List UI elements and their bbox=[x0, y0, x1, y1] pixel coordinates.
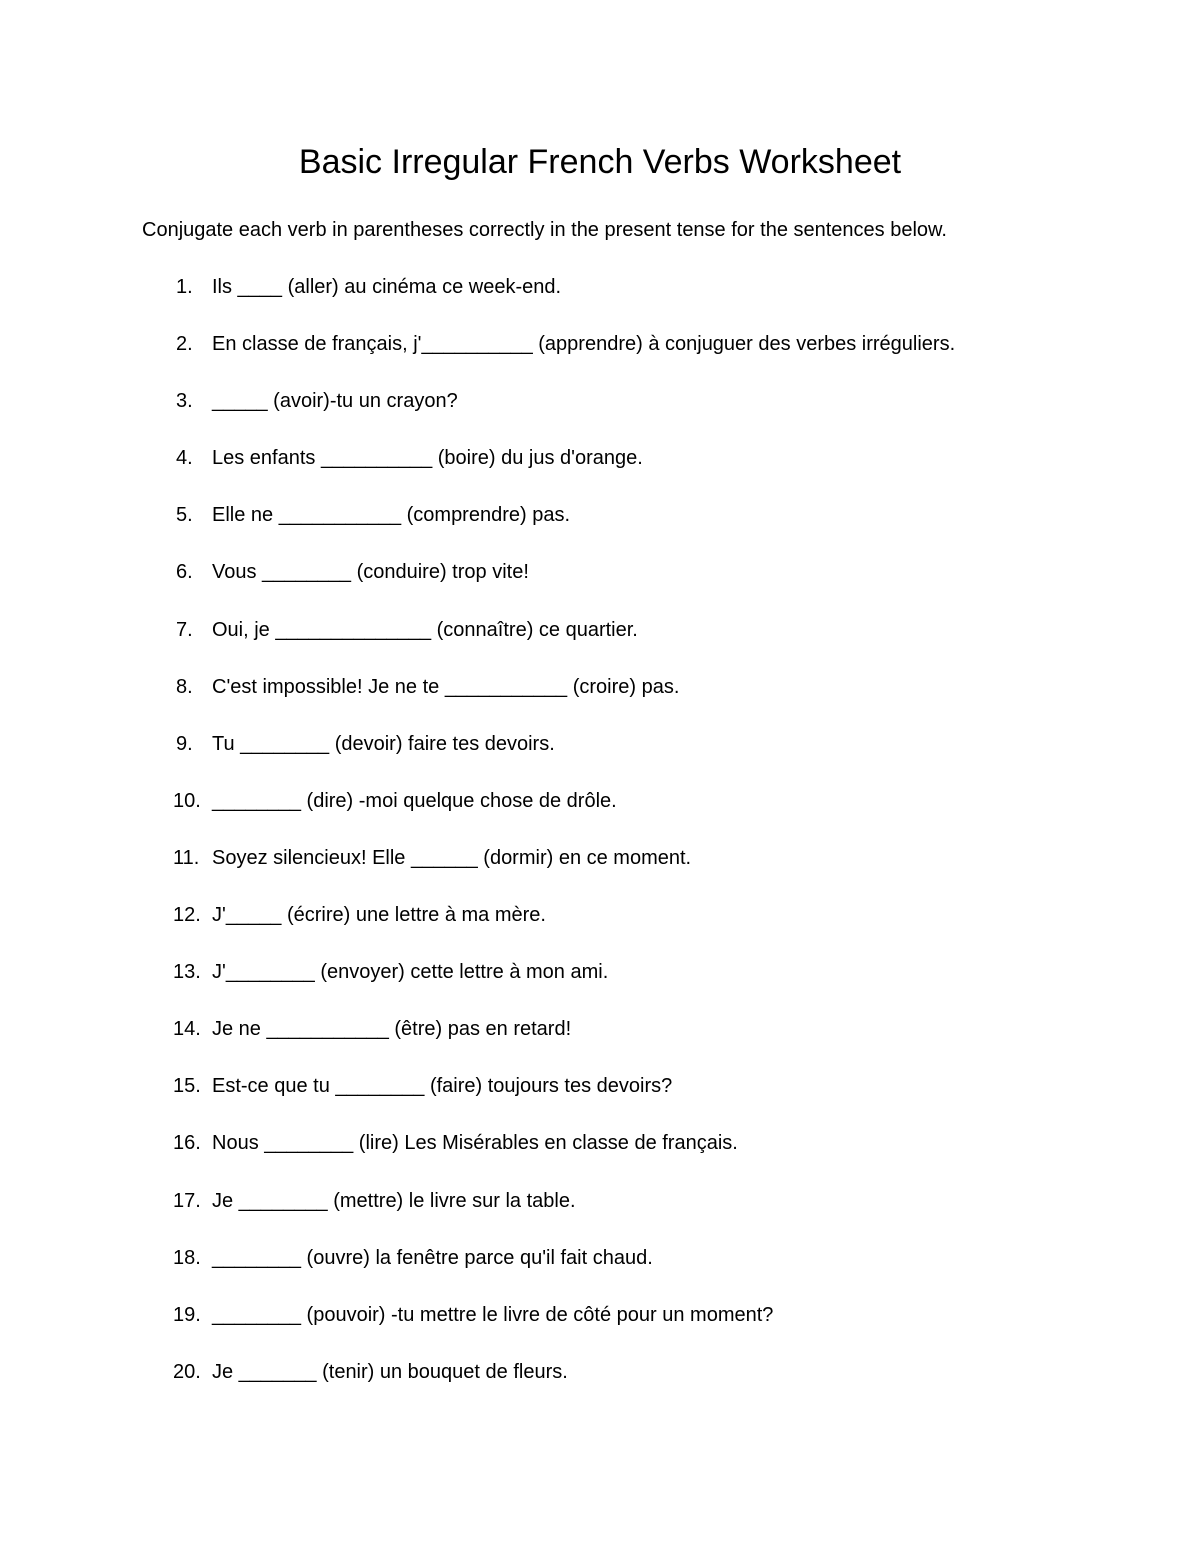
question-number: 12. bbox=[173, 904, 201, 927]
question-number: 5. bbox=[176, 504, 193, 527]
question-number: 3. bbox=[176, 390, 193, 413]
question-number: 6. bbox=[176, 561, 193, 584]
question-number: 14. bbox=[173, 1018, 201, 1041]
question-number: 11. bbox=[173, 846, 200, 869]
worksheet-title: Basic Irregular French Verbs Worksheet bbox=[298, 143, 902, 181]
question-number: 8. bbox=[176, 675, 193, 698]
question-text: Je ne ___________ (être) pas en retard! bbox=[212, 1018, 572, 1041]
question-text: ________ (dire) -moi quelque chose de drôle. bbox=[212, 789, 617, 812]
question-text: _____ (avoir)-tu un crayon? bbox=[212, 390, 458, 413]
question-text: Les enfants __________ (boire) du jus d'orange. bbox=[212, 447, 643, 470]
question-text: Est-ce que tu ________ (faire) toujours tes devoirs? bbox=[212, 1075, 673, 1098]
question-number: 17. bbox=[173, 1189, 201, 1212]
question-number: 10. bbox=[173, 789, 201, 812]
question-number: 4. bbox=[176, 447, 193, 470]
question-number: 15. bbox=[173, 1075, 201, 1098]
instructions: Conjugate each verb in parentheses correctly in the present tense for the sentences below. bbox=[142, 219, 947, 241]
question-text: J'________ (envoyer) cette lettre à mon ami. bbox=[212, 961, 609, 984]
question-text: Je ________ (mettre) le livre sur la table. bbox=[212, 1189, 576, 1212]
question-number: 20. bbox=[173, 1360, 201, 1383]
question-number: 18. bbox=[173, 1246, 201, 1269]
question-text: En classe de français, j'__________ (apprendre) à conjuguer des verbes irréguliers. bbox=[212, 333, 956, 356]
question-text: Vous ________ (conduire) trop vite! bbox=[212, 561, 529, 584]
question-number: 19. bbox=[173, 1303, 201, 1326]
question-text: Ils ____ (aller) au cinéma ce week-end. bbox=[212, 276, 562, 298]
question-text: J'_____ (écrire) une lettre à ma mère. bbox=[212, 904, 546, 927]
question-number: 13. bbox=[173, 961, 201, 984]
question-number: 16. bbox=[173, 1132, 201, 1155]
question-text: ________ (pouvoir) -tu mettre le livre de côté pour un moment? bbox=[212, 1303, 774, 1326]
question-text: Tu ________ (devoir) faire tes devoirs. bbox=[212, 732, 555, 755]
question-number: 7. bbox=[176, 618, 193, 641]
question-text: Soyez silencieux! Elle ______ (dormir) en ce moment. bbox=[212, 846, 692, 869]
question-text: C'est impossible! Je ne te ___________ (croire) pas. bbox=[212, 675, 680, 698]
question-number: 9. bbox=[176, 732, 193, 755]
question-text: ________ (ouvre) la fenêtre parce qu'il fait chaud. bbox=[212, 1246, 653, 1269]
question-text: Je _______ (tenir) un bouquet de fleurs. bbox=[212, 1360, 568, 1383]
question-text: Nous ________ (lire) Les Misérables en classe de français. bbox=[212, 1132, 738, 1155]
question-text: Elle ne ___________ (comprendre) pas. bbox=[212, 504, 571, 527]
question-number: 2. bbox=[176, 333, 193, 356]
question-number: 1. bbox=[176, 276, 193, 298]
question-text: Oui, je ______________ (connaître) ce quartier. bbox=[212, 618, 638, 641]
